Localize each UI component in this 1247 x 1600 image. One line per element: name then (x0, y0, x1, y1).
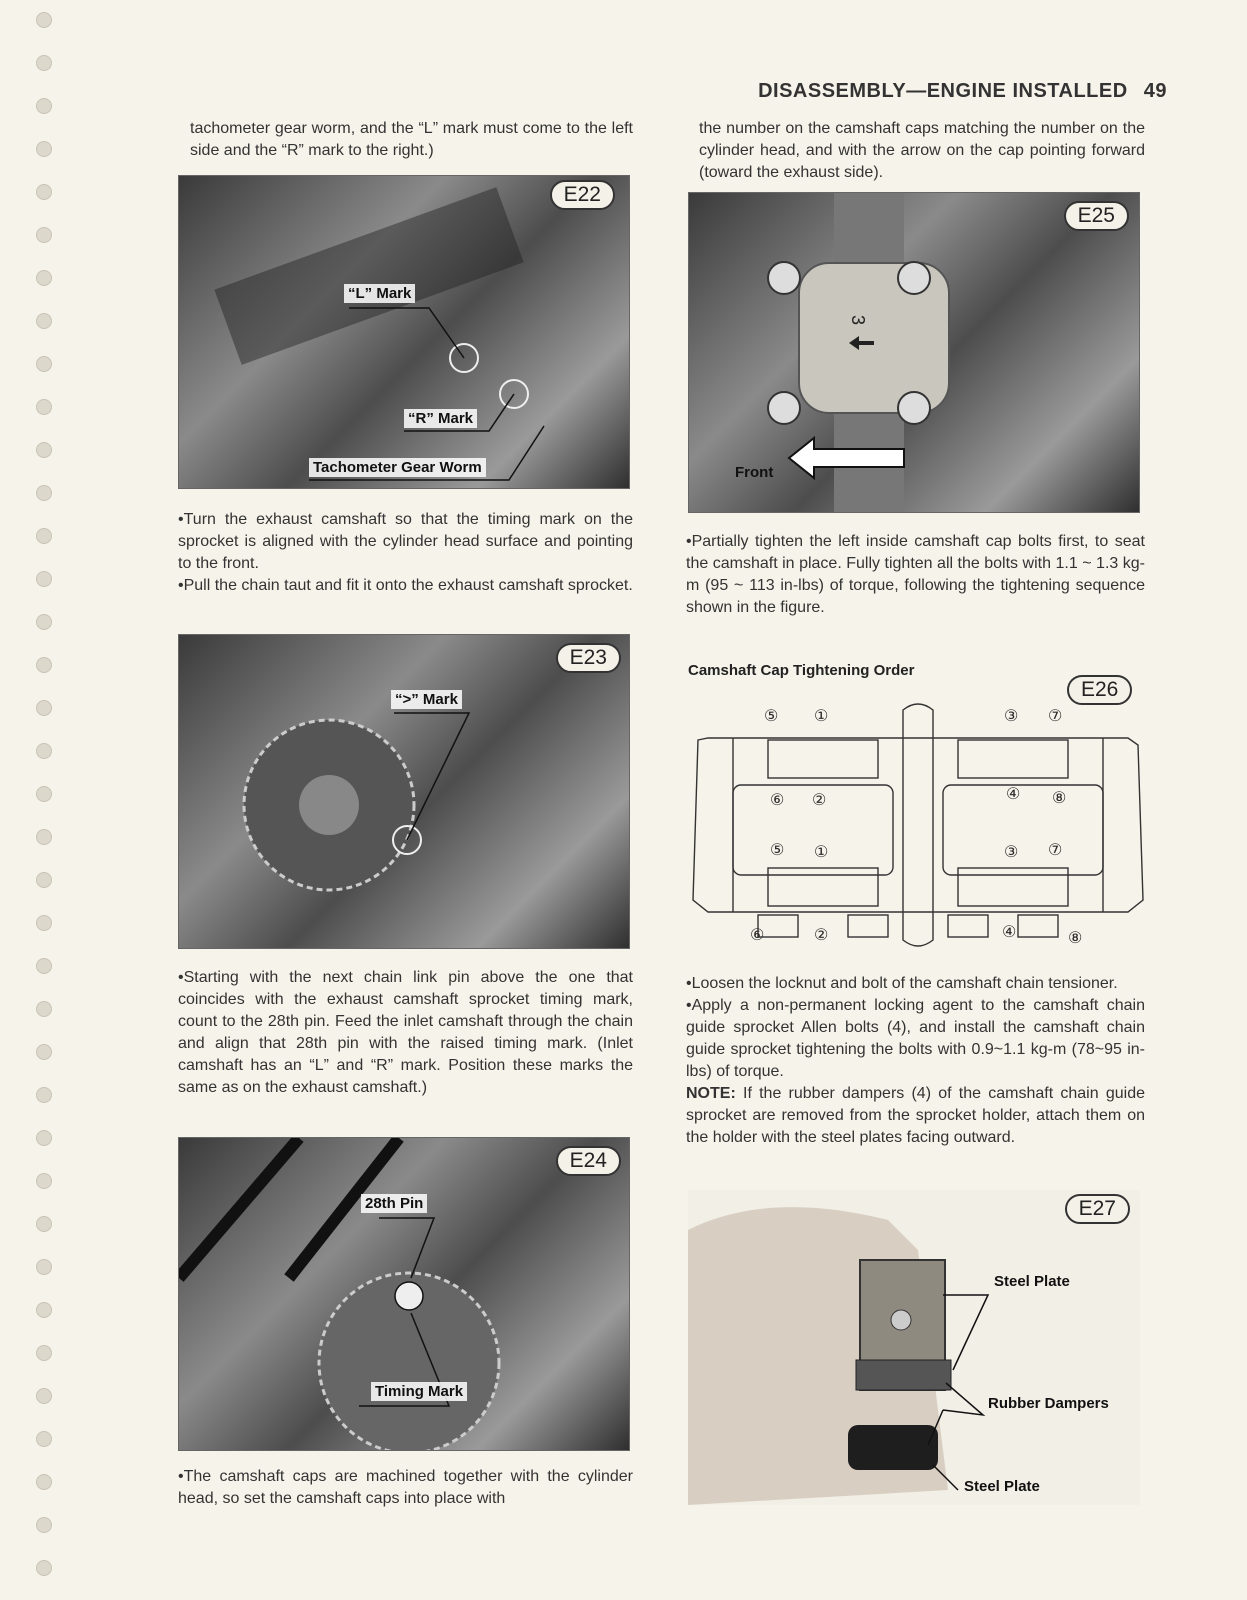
order-number: ② (812, 792, 827, 809)
binding-hole (36, 700, 52, 716)
camshaft-cap-diagram-svg (688, 700, 1146, 952)
figure-tag-e27: E27 (1065, 1194, 1130, 1224)
figure-e27-drawing (688, 1190, 1140, 1505)
figure-e24-drawing (179, 1138, 629, 1450)
order-number: ④ (1002, 924, 1017, 941)
binding-hole (36, 1388, 52, 1404)
right-bullet-1 (686, 531, 1145, 619)
binding-hole (36, 1431, 52, 1447)
order-number: ⑧ (1052, 790, 1067, 807)
order-number: ③ (1004, 708, 1019, 725)
order-number: ① (814, 844, 829, 861)
figure-e24-photo (178, 1137, 630, 1451)
callout-28th-pin: 28th Pin (361, 1194, 427, 1213)
binding-hole (36, 958, 52, 974)
order-number: ⑤ (770, 842, 785, 859)
binding-hole (36, 1345, 52, 1361)
camshaft-cap-diagram (688, 700, 1146, 952)
binding-hole (36, 1517, 52, 1533)
order-number: ⑥ (750, 927, 765, 944)
binding-hole (36, 55, 52, 71)
left-bullet-2 (178, 967, 633, 1099)
figure-tag-e25: E25 (1064, 201, 1129, 231)
note (686, 1083, 1145, 1149)
binding-hole (36, 915, 52, 931)
order-number: ⑧ (1068, 930, 1083, 947)
binding-hole (36, 1044, 52, 1060)
binding-hole (36, 12, 52, 28)
bullet-item: • Apply a non-permanent locking agent to the camshaft chain guide sprocket Allen bolts (4), and install the camshaft chain guide sprocket tightening the bolts with 0.9~1.1 kg-m (78~95 in-lbs) of torque. (686, 995, 1145, 1083)
binding-hole (36, 141, 52, 157)
binding-hole (36, 614, 52, 630)
figure-e22-leaders (179, 176, 629, 488)
order-number: ⑥ (770, 792, 785, 809)
figure-tag-e26: E26 (1067, 675, 1132, 705)
left-paragraph-top (190, 118, 633, 162)
order-number: ⑤ (764, 708, 779, 725)
callout-rubber-dampers: Rubber Dampers (988, 1395, 1109, 1412)
callout-r-mark: “R” Mark (404, 409, 477, 428)
figure-tag-e23: E23 (556, 643, 621, 673)
binding-hole (36, 872, 52, 888)
binding-hole (36, 571, 52, 587)
note-text: If the rubber dampers (4) of the camshaft chain guide sprocket are removed from the sprocket holder, attach them on the holder with the steel plates facing outward. (686, 1085, 1145, 1146)
binding-hole (36, 1173, 52, 1189)
bullet-item: • Pull the chain taut and fit it onto the exhaust camshaft sprocket. (178, 575, 633, 597)
order-number: ⑦ (1048, 842, 1063, 859)
cap-number-3: 3 (848, 315, 868, 326)
binding-hole (36, 1001, 52, 1017)
binding-hole (36, 829, 52, 845)
callout-timing-mark: Timing Mark (371, 1382, 467, 1401)
order-number: ① (814, 708, 829, 725)
binding-hole (36, 98, 52, 114)
page-header (758, 80, 1167, 103)
binding-hole (36, 356, 52, 372)
bullet-item: • Starting with the next chain link pin above the one that coincides with the exhaust camshaft sprocket timing mark, count to the 28th pin. Feed the inlet camshaft through the chain and align that 28th pin with the raised timing mark. (Inlet camshaft has an “L” and “R” mark. Position these marks the same as on the exhaust camshaft.) (178, 967, 633, 1099)
page-number: 49 (1143, 80, 1167, 102)
paragraph: the number on the camshaft caps matching the number on the cylinder head, and with the arrow on the cap pointing forward (toward the exhaust side). (699, 120, 1145, 181)
binding-hole (36, 485, 52, 501)
callout-front: Front (735, 464, 774, 481)
callout-gt-mark: “>” Mark (391, 690, 462, 709)
order-number: ② (814, 927, 829, 944)
figure-tag-e22: E22 (550, 180, 615, 210)
binding-hole (36, 313, 52, 329)
figure-tag-e24: E24 (556, 1146, 621, 1176)
binding-hole (36, 1259, 52, 1275)
figure-e27-photo (688, 1190, 1140, 1505)
bullet-item: • Loosen the locknut and bolt of the camshaft chain tensioner. (686, 973, 1145, 995)
figure-e23-photo (178, 634, 630, 949)
binding-hole (36, 743, 52, 759)
binding-hole (36, 786, 52, 802)
binding-hole (36, 1087, 52, 1103)
binding-hole (36, 184, 52, 200)
order-number: ③ (1004, 844, 1019, 861)
right-bullets-2 (686, 973, 1145, 1149)
binding-hole (36, 399, 52, 415)
callout-steel-plate-top: Steel Plate (994, 1273, 1070, 1290)
callout-l-mark: “L” Mark (344, 284, 415, 303)
figure-e23-drawing (179, 635, 629, 948)
left-bullet-3 (178, 1466, 633, 1510)
order-number: ④ (1006, 786, 1021, 803)
bullet-item: • Turn the exhaust camshaft so that the timing mark on the sprocket is aligned with the cylinder head surface and pointing to the front. (178, 509, 633, 575)
binding-hole (36, 1302, 52, 1318)
callout-steel-plate-bottom: Steel Plate (964, 1478, 1040, 1495)
binding-hole (36, 227, 52, 243)
binding-hole (36, 1130, 52, 1146)
right-paragraph-top (699, 118, 1145, 184)
bullet-item: • The camshaft caps are machined together with the cylinder head, so set the camshaft caps into place with (178, 1466, 633, 1510)
binding-hole (36, 1560, 52, 1576)
figure-e26-title: Camshaft Cap Tightening Order (688, 662, 915, 679)
left-bullets-1 (178, 509, 633, 597)
figure-e22-photo (178, 175, 630, 489)
binding-hole (36, 1474, 52, 1490)
paragraph: tachometer gear worm, and the “L” mark must come to the left side and the “R” mark to the right.) (190, 120, 633, 159)
binding-hole (36, 270, 52, 286)
section-title: DISASSEMBLY—ENGINE INSTALLED (758, 80, 1128, 102)
binding-hole (36, 1216, 52, 1232)
bullet-item: • Partially tighten the left inside camshaft cap bolts first, to seat the camshaft in place. Fully tighten all the bolts with 1.1 ~ 1.3 kg-m (95 ~ 113 in-lbs) of torque, following the tightening sequence shown in the figure. (686, 531, 1145, 619)
order-number: ⑦ (1048, 708, 1063, 725)
binding-hole (36, 657, 52, 673)
binding-hole (36, 442, 52, 458)
figure-e25-photo (688, 192, 1140, 513)
callout-tachometer-gear-worm: Tachometer Gear Worm (309, 458, 486, 477)
note-label: NOTE: (686, 1085, 736, 1102)
binding-hole (36, 528, 52, 544)
